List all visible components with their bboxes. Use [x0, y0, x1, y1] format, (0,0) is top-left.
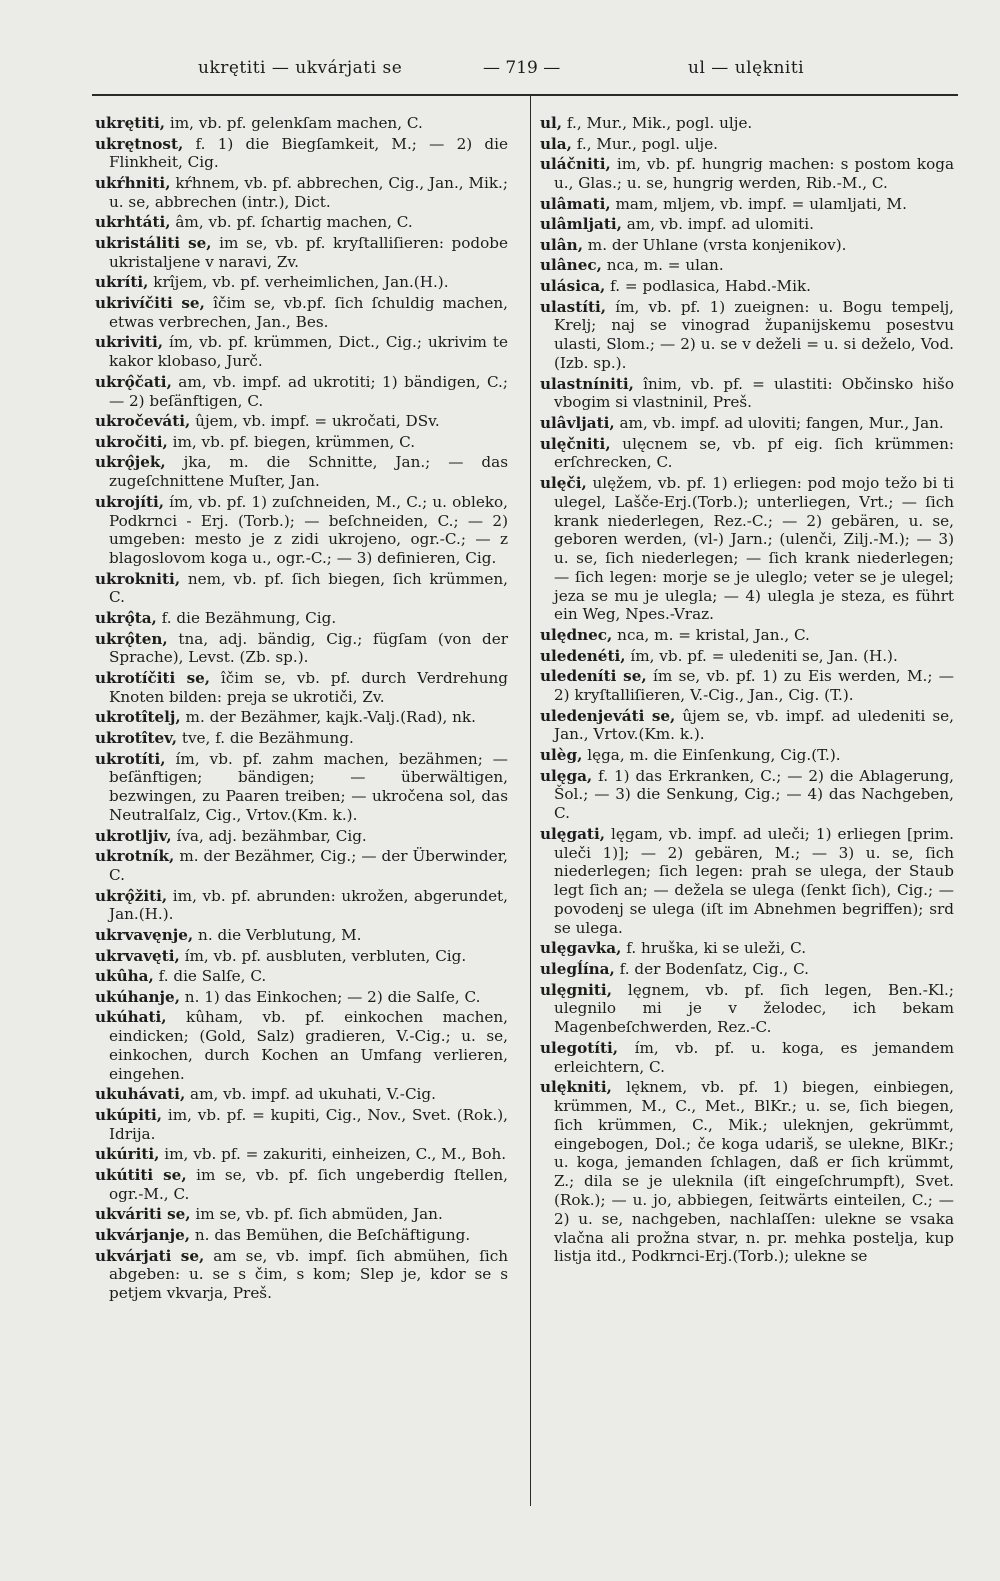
- entry-definition: lęknem, vb. pf. 1) biegen, einbiegen, krümmen, M., C., Met., BlKr.; u. se, ſich biegen, ſich krümmen, C., Mik.; uleknjen, gekrümmt, eingebogen, Dol.; če koga udariš, se ulekne, BlKr.; u. koga, jemanden ſchlagen, daß er ſich krümmt, Z.; dila se je uleknila (iſt eingeſchrumpft), Svet.(Rok.); — u. jo, abbiegen, ſeitwärts einteilen, C.; — 2) u. se, nachgeben, nachlaſſen: ulekne se vsaka vlačna ali prožna stvar, n. pr. mehka postelja, kup listja itd., Podkrnci-Erj.(Torb.); ulekne se: [554, 1078, 954, 1266]
- dictionary-entry: [540, 256, 954, 275]
- entry-headword: ulegĺína,: [540, 960, 615, 978]
- entry-definition: n. das Bemühen, die Beſchäftigung.: [190, 1225, 471, 1244]
- dictionary-entry: [95, 135, 508, 173]
- entry-headword: ukuhávati,: [95, 1085, 186, 1104]
- entry-definition: am, vb. impf. ad ukrotiti; 1) bändigen, C.; — 2) beſänftigen, C.: [109, 372, 508, 410]
- dictionary-entry: [95, 493, 508, 568]
- entry-headword: ukrǫ̂jek,: [95, 453, 166, 472]
- entry-definition: im, vb. pf. abrunden: ukrožen, abgerundet, Jan.(H.).: [109, 886, 508, 924]
- dictionary-entry: [95, 1247, 508, 1303]
- dictionary-entry: [95, 213, 508, 232]
- entry-definition: f. = podlasica, Habd.-Mik.: [605, 276, 811, 295]
- dictionary-entry: [540, 435, 954, 473]
- dictionary-entry: [95, 1205, 508, 1224]
- dictionary-entry: [95, 570, 508, 608]
- dictionary-entry: [540, 277, 954, 296]
- dictionary-entry: [95, 1226, 508, 1245]
- entry-headword: ukrvavęnje,: [95, 926, 194, 944]
- entry-definition: tve, f. die Bezähmung.: [177, 729, 354, 748]
- dictionary-entry: [540, 707, 954, 745]
- dictionary-entry: [540, 825, 954, 938]
- entry-headword: ulęčniti,: [540, 434, 611, 453]
- dictionary-entry: [540, 746, 954, 765]
- dictionary-entry: [540, 298, 954, 373]
- entry-definition: ûjem se, vb. impf. ad uledeniti se, Jan., Vrtov.(Km. k.).: [554, 706, 954, 744]
- entry-definition: im, vb. pf. = kupiti, Cig., Nov., Svet. (Rok.), Idrija.: [109, 1105, 508, 1143]
- entry-definition: kûham, vb. pf. einkochen machen, eindicken; (Gold, Salz) gradieren, V.-Cig.; u. se, einkochen, durch Kochen an Umfang verlieren, eingehen.: [109, 1008, 508, 1083]
- entry-headword: ukvárjanje,: [95, 1225, 191, 1244]
- dictionary-entry: [95, 273, 508, 292]
- entry-definition: im se, vb. pf. kryſtalliſieren: podobe ukristaljene v naravi, Zv.: [109, 233, 509, 271]
- entry-headword: ulegotíti,: [540, 1038, 619, 1057]
- entry-definition: im se, vb. pf. ſich abmüden, Jan.: [190, 1205, 443, 1224]
- dictionary-entry: [95, 433, 508, 452]
- entry-definition: f. hruška, ki se uleži, C.: [621, 939, 807, 958]
- dictionary-entry: [540, 236, 954, 255]
- dictionary-entry: [540, 474, 954, 624]
- dictionary-entry: [95, 114, 508, 133]
- dictionary-entry: [540, 135, 954, 154]
- entry-definition: lęgnem, vb. pf. ſich legen, Ben.-Kl.; ulegnilo mi je v želodec, ich bekam Magenbeſchwerden, Rez.-C.: [554, 980, 954, 1037]
- entry-definition: ím, vb. pf. zahm machen, bezähmen; — beſänftigen; bändigen; — überwältigen, bezwingen, zu Paaren treiben; — ukročena sol, das Neutralſalz, Cig., Vrtov.(Km. k.).: [109, 749, 508, 825]
- entry-definition: f. 1) die Biegſamkeit, M.; — 2) die Flinkheit, Cig.: [109, 134, 508, 172]
- entry-definition: am, vb. impf. ad ulomiti.: [621, 215, 814, 234]
- entry-headword: ulastíti,: [540, 297, 607, 316]
- entry-headword: ula,: [540, 134, 572, 153]
- entry-definition: ím, vb. pf. krümmen, Dict., Cig.; ukrivim te kakor klobaso, Jurč.: [109, 333, 508, 371]
- dictionary-entry: [95, 708, 508, 727]
- entry-definition: m. der Uhlane (vrsta konjenikov).: [582, 235, 847, 254]
- entry-headword: ulèg,: [540, 746, 583, 765]
- entry-definition: lęgam, vb. impf. ad uleči; 1) erliegen [prim. uleči 1)]; — 2) gebären, M.; — 3) u. se, ſich niederlegen; ſich legen: prah se ulega, der Staub legt ſich an; — dežela se ulega (ſenkt ſich), Cig.; — povodenj se ulega (iſt im Abnehmen begriffen); srd se ulega.: [554, 824, 954, 937]
- entry-headword: ukrojíti,: [95, 492, 165, 511]
- entry-definition: nca, m. = ulan.: [601, 256, 724, 275]
- entry-headword: ukváriti se,: [95, 1205, 191, 1224]
- dictionary-entry: [95, 609, 508, 628]
- entry-definition: ím, vb. pf. = uledeniti se, Jan. (H.).: [625, 646, 898, 665]
- entry-headword: ulęči,: [540, 473, 587, 492]
- entry-definition: f., Mur., pogl. ulje.: [571, 134, 719, 153]
- entry-headword: uledenjeváti se,: [540, 706, 676, 725]
- entry-headword: ulânec,: [540, 256, 602, 275]
- entry-headword: ukútiti se,: [95, 1165, 187, 1184]
- dictionary-entry: [95, 1008, 508, 1083]
- entry-headword: ukúhati,: [95, 1008, 167, 1027]
- dictionary-entry: [540, 1039, 954, 1077]
- header-rule: [92, 94, 958, 96]
- entry-definition: im, vb. pf. hungrig machen: s postom koga u., Glas.; u. se, hungrig werden, Rib.-M., C.: [554, 155, 954, 192]
- dictionary-entry: [95, 1106, 508, 1144]
- dictionary-entry: [95, 947, 508, 966]
- entry-definition: jka, m. die Schnitte, Jan.; — das zugeſchnittene Muſter, Jan.: [109, 453, 508, 491]
- dictionary-entry: [540, 195, 954, 214]
- entry-headword: ukriviti,: [95, 333, 164, 352]
- entry-headword: ulâmljati,: [540, 215, 622, 234]
- entry-definition: ím, vb. pf. ausbluten, verbluten, Cig.: [179, 946, 467, 965]
- dictionary-entry: [95, 1085, 508, 1104]
- entry-definition: mam, mljem, vb. impf. = ulamljati, M.: [610, 194, 907, 213]
- dictionary-entry: [95, 1166, 508, 1204]
- entry-headword: ukrotîtelj,: [95, 708, 181, 727]
- dictionary-entry: [95, 750, 508, 825]
- entry-definition: îčim se, vb. pf. durch Verdrehung Knoten bilden: preja se ukrotiči, Zv.: [109, 669, 508, 706]
- dictionary-entry: [95, 630, 508, 668]
- entry-definition: nem, vb. pf. ſich biegen, ſich krümmen, C.: [109, 569, 508, 607]
- page-number: — 719 —: [483, 58, 561, 78]
- entry-definition: f. die Bezähmung, Cig.: [156, 609, 337, 628]
- dictionary-entry: [95, 333, 508, 371]
- dictionary-entry: [95, 174, 508, 212]
- entry-headword: ulęgavka,: [540, 939, 622, 958]
- entry-definition: am se, vb. impf. ſich abmühen, ſich abgeben: u. se s čim, s kom; Slep je, kdor se s petjem vkvarja, Preš.: [109, 1246, 508, 1303]
- dictionary-entry: [540, 767, 954, 823]
- entry-headword: ukrǫ̂ten,: [95, 629, 168, 648]
- entry-definition: f. der Bodenſatz, Cig., C.: [614, 960, 809, 978]
- entry-headword: ukrǫ̂čati,: [95, 372, 172, 391]
- entry-headword: ulân,: [540, 235, 583, 254]
- entry-headword: ukrotljiv,: [95, 826, 172, 845]
- dictionary-entry: [540, 960, 954, 979]
- entry-definition: kŕhnem, vb. pf. abbrechen, Cig., Jan., Mik.; u. se, abbrechen (intr.), Dict.: [109, 173, 508, 211]
- entry-headword: ukríti,: [95, 273, 149, 292]
- entry-headword: ukúriti,: [95, 1145, 160, 1164]
- entry-headword: ukrǫ̂ta,: [95, 609, 157, 628]
- entry-headword: uláčniti,: [540, 155, 611, 174]
- dictionary-entry: [540, 981, 954, 1037]
- entry-headword: ukrotník,: [95, 847, 175, 866]
- dictionary-entry: [540, 626, 954, 645]
- dictionary-entry: [540, 667, 954, 705]
- entry-definition: ím se, vb. pf. 1) zu Eis werden, M.; — 2) kryſtalliſieren, V.-Cig., Jan., Cig. (T.).: [554, 667, 954, 705]
- entry-headword: ukúpiti,: [95, 1105, 163, 1124]
- dictionary-entry: [540, 939, 954, 958]
- entry-definition: ûjem, vb. impf. = ukročati, DSv.: [190, 412, 440, 431]
- entry-headword: ukrotíti,: [95, 749, 166, 768]
- dictionary-entry: [540, 215, 954, 234]
- entry-headword: ulastníniti,: [540, 374, 634, 393]
- dictionary-entry: [95, 412, 508, 431]
- header-left-guide-words: ukrętiti — ukvárjati se: [198, 58, 403, 78]
- dictionary-entry: [95, 373, 508, 411]
- entry-headword: ukrętnost,: [95, 134, 184, 153]
- entry-definition: ím, vb. pf. 1) zuſchneiden, M., C.; u. obleko, Podkrnci - Erj. (Torb.); — beſchneiden, C.; — 2) umgeben: mesto je z zidi ukrojeno, ogr.-C.; — z blagoslovom koga u., ogr.-C.; — 3) definieren, Cig.: [109, 492, 508, 568]
- dictionary-entry: [95, 669, 508, 707]
- right-column: [540, 114, 954, 1268]
- entry-definition: ím, vb. pf. 1) zueignen: u. Bogu tempelj, Krelj; naj se vinograd županijskemu posestvu ulasti, Slom.; — 2) u. se v deželi = u. si deželo, Vod.(Izb. sp.).: [554, 297, 954, 372]
- entry-headword: uledeníti se,: [540, 667, 647, 686]
- entry-definition: am, vb. impf. ad ukuhati, V.-Cig.: [185, 1085, 436, 1104]
- entry-definition: tna, adj. bändig, Cig.; fügſam (von der Sprache), Levst. (Zb. sp.).: [109, 629, 508, 667]
- entry-definition: îčim se, vb.pf. ſich ſchuldig machen, etwas verbrechen, Jan., Bes.: [109, 293, 508, 331]
- dictionary-entry: [95, 847, 508, 885]
- entry-definition: ulęcnem se, vb. pf eig. ſich krümmen: erſchrecken, C.: [554, 434, 954, 472]
- entry-headword: ulâmati,: [540, 194, 611, 213]
- entry-headword: ukrotíčiti se,: [95, 669, 211, 688]
- dictionary-entry: [95, 827, 508, 846]
- entry-headword: ulędnec,: [540, 626, 613, 645]
- header-right-guide-words: ul — ulękniti: [688, 58, 805, 78]
- dictionary-entry: [95, 234, 508, 272]
- dictionary-entry: [95, 453, 508, 491]
- dictionary-entry: [95, 988, 508, 1007]
- entry-definition: âm, vb. pf. ſchartig machen, C.: [170, 213, 413, 232]
- entry-definition: f. 1) das Erkranken, C.; — 2) die Ablagerung, Šol.; — 3) die Senkung, Cig.; — 4) das Nachgeben, C.: [554, 766, 954, 823]
- dictionary-entry: [95, 967, 508, 986]
- dictionary-entry: [540, 647, 954, 666]
- entry-headword: ukrętiti,: [95, 114, 166, 132]
- dictionary-entry: [95, 729, 508, 748]
- dictionary-entry: [95, 1145, 508, 1164]
- entry-headword: ukúhanje,: [95, 987, 180, 1006]
- left-column: [95, 114, 508, 1305]
- entry-headword: ukvárjati se,: [95, 1246, 205, 1265]
- entry-headword: ulâvljati,: [540, 413, 615, 432]
- entry-definition: n. 1) das Einkochen; — 2) die Salſe, C.: [179, 987, 481, 1006]
- dictionary-entry: [95, 887, 508, 925]
- entry-definition: m. der Bezähmer, Cig.; — der Überwinder, C.: [109, 847, 508, 885]
- entry-definition: ulęžem, vb. pf. 1) erliegen: pod mojo težo bi ti ulegel, Lašče-Erj.(Torb.); unterliegen, Vrt.; — ſich krank niederlegen, Rez.-C.; — 2) gebären, u. se, geboren werden, (vl-) Jarn.; (ulenči, Zilj.-M.); — 3) u. se, ſich niederlegen; — ſich krank niederlegen; — ſich legen: morje se je uleglo; veter se je ulegel; jeza se mu je ulegla; — 4) ulegla je steza, es führt ein Weg, Npes.-Vraz.: [554, 473, 954, 624]
- entry-definition: ím, vb. pf. u. koga, es jemandem erleichtern, C.: [554, 1038, 954, 1076]
- dictionary-entry: [540, 155, 954, 193]
- entry-definition: im, vb. pf. gelenkſam machen, C.: [165, 114, 423, 132]
- entry-definition: im se, vb. pf. ſich ungeberdig ſtellen, ogr.-M., C.: [109, 1165, 508, 1203]
- entry-definition: íva, adj. bezähmbar, Cig.: [171, 826, 367, 845]
- entry-headword: ukûha,: [95, 967, 154, 986]
- entry-headword: ulęga,: [540, 766, 593, 785]
- running-header: [88, 58, 958, 88]
- entry-headword: uledenéti,: [540, 646, 626, 665]
- entry-definition: f. die Salſe, C.: [153, 967, 267, 986]
- dictionary-entry: [95, 926, 508, 945]
- entry-headword: ukrǫ̂žiti,: [95, 886, 168, 905]
- entry-definition: im, vb. pf. = zakuriti, einheizen, C., M., Boh.: [159, 1145, 507, 1164]
- entry-headword: ulásica,: [540, 276, 606, 295]
- entry-definition: im, vb. pf. biegen, krümmen, C.: [167, 432, 416, 451]
- entry-headword: ulęgati,: [540, 824, 606, 843]
- entry-definition: lęga, m. die Einſenkung, Cig.(T.).: [582, 746, 841, 765]
- entry-headword: ukrotîtev,: [95, 729, 178, 748]
- entry-headword: ulęgniti,: [540, 980, 612, 999]
- entry-definition: krîjem, vb. pf. verheimlichen, Jan.(H.).: [148, 273, 449, 292]
- entry-headword: ukrokniti,: [95, 569, 181, 588]
- entry-headword: ukročiti,: [95, 432, 168, 451]
- column-divider: [530, 96, 531, 1506]
- entry-headword: ukristáliti se,: [95, 233, 212, 252]
- entry-definition: nca, m. = kristal, Jan., C.: [612, 626, 810, 645]
- entry-headword: ukrvavęti,: [95, 946, 180, 965]
- entry-definition: m. der Bezähmer, kajk.-Valj.(Rad), nk.: [180, 708, 476, 727]
- entry-headword: ukrhtáti,: [95, 213, 171, 232]
- dictionary-entry: [540, 114, 954, 133]
- entry-headword: ulękniti,: [540, 1078, 612, 1097]
- dictionary-entry: [95, 294, 508, 332]
- entry-headword: ukročeváti,: [95, 412, 191, 431]
- entry-headword: ukŕhniti,: [95, 173, 171, 192]
- entry-definition: n. die Verblutung, M.: [193, 926, 362, 944]
- entry-definition: înim, vb. pf. = ulastiti: Občinsko hišo vbogim si vlastninil, Preš.: [554, 374, 954, 412]
- dictionary-entry: [540, 414, 954, 433]
- entry-definition: f., Mur., Mik., pogl. ulje.: [562, 114, 753, 132]
- dictionary-entry: [540, 375, 954, 413]
- entry-headword: ukrivíčiti se,: [95, 293, 205, 312]
- entry-definition: am, vb. impf. ad uloviti; fangen, Mur., Jan.: [614, 413, 944, 432]
- entry-headword: ul,: [540, 114, 563, 132]
- dictionary-entry: [540, 1078, 954, 1266]
